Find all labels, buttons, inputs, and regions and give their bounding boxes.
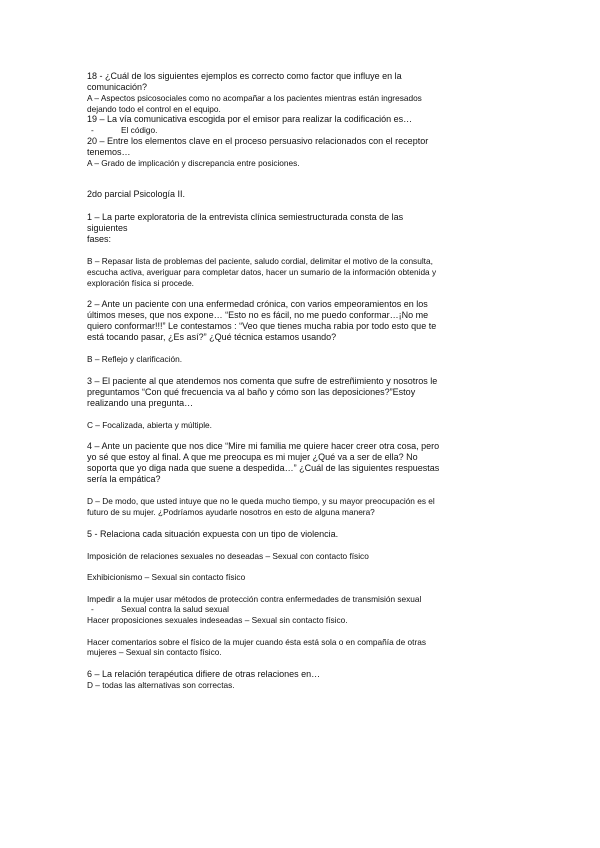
- q1-line-1: 1 – La parte exploratoria de la entrevista clínica semiestructurada consta de las: [87, 212, 404, 223]
- document-page: [87, 71, 517, 690]
- q5-pair-3-answer-text: Sexual contra la salud sexual: [121, 604, 229, 615]
- q5-pair-5-line-1: Hacer comentarios sobre el físico de la mujer cuando ésta está sola o en compañía de otras: [87, 636, 426, 647]
- answer-20: A – Grado de implicación y discrepancia entre posiciones.: [87, 157, 300, 168]
- q1-answer-line-2: escucha activa, averiguar para completar datos, hacer un sumario de la información obtenida y: [87, 266, 437, 277]
- q4-line-3: soporta que yo diga nada que suene a despedida…” ¿Cuál de las siguientes respuestas: [87, 463, 440, 474]
- answer-18-line-1: A – Aspectos psicosociales como no acompañar a los pacientes mientras están ingresados: [87, 93, 422, 103]
- q1-answer-line-3: exploración física si procede.: [87, 277, 194, 288]
- q4-answer-line-1: D – De modo, que usted intuye que no le queda mucho tiempo, y su mayor preocupación es el: [87, 496, 435, 507]
- answer-19-text: El código.: [121, 125, 158, 136]
- q4-line-4: sería la empática?: [87, 474, 161, 485]
- q5-pair-4: Hacer proposiciones sexuales indeseadas – Sexual sin contacto físico.: [87, 614, 348, 625]
- q2-line-1: 2 – Ante un paciente con una enfermedad crónica, con varios empeoramientos en los: [87, 299, 428, 310]
- q4-line-2: yo sé que estoy al final. A que me preocupa es mi mujer ¿Qué va a ser de ella? No: [87, 452, 418, 463]
- question-18-line-2: comunicación?: [87, 82, 148, 92]
- q5-pair-1: Imposición de relaciones sexuales no deseadas – Sexual con contacto físico: [87, 550, 369, 561]
- answer-19-dash: -: [91, 125, 94, 136]
- answer-18-line-2: dejando todo el control en el equipo.: [87, 103, 221, 114]
- q5-pair-3: Impedir a la mujer usar métodos de protección contra enfermedades de transmisión sexual: [87, 593, 422, 604]
- q3-answer: C – Focalizada, abierta y múltiple.: [87, 419, 212, 430]
- q2-line-3: quiero conformar!!!” Le contestamos : “Veo que tienes mucha rabia por todo esto que te: [87, 321, 437, 332]
- q5-line-1: 5 - Relaciona cada situación expuesta con un tipo de violencia.: [87, 528, 339, 539]
- q3-line-3: realizando una pregunta…: [87, 397, 194, 408]
- section-title: 2do parcial Psicología II.: [87, 189, 186, 200]
- q2-line-4: está tocando pasar, ¿Es así?” ¿Qué técnica estamos usando?: [87, 332, 337, 343]
- q6-answer: D – todas las alternativas son correctas.: [87, 679, 235, 690]
- q1-line-3: fases:: [87, 234, 112, 245]
- q2-line-2: últimos meses, que nos expone… “Esto no es fácil, no me puedo conformar…¡No me: [87, 310, 429, 321]
- q5-pair-3-answer: [87, 604, 517, 615]
- q1-answer-line-1: B – Repasar lista de problemas del paciente, saludo cordial, delimitar el motivo de la consulta,: [87, 256, 433, 267]
- q3-line-2: preguntamos “Con qué frecuencia va al baño y cómo son las deposiciones?”Estoy: [87, 386, 416, 397]
- q5-pair-2: Exhibicionismo – Sexual sin contacto físico: [87, 572, 246, 583]
- question-19: 19 – La vía comunicativa escogida por el emisor para realizar la codificación es…: [87, 114, 413, 125]
- q1-line-2: siguientes: [87, 223, 128, 234]
- question-20-line-2: tenemos…: [87, 146, 131, 157]
- q4-line-1: 4 – Ante un paciente que nos dice “Mire mi familia me quiere hacer creer otra cosa, pero: [87, 441, 440, 452]
- q4-answer-line-2: futuro de su mujer. ¿Podríamos ayudarle nosotros en esto de alguna manera?: [87, 506, 375, 517]
- question-20-line-1: 20 – Entre los elementos clave en el proceso persuasivo relacionados con el receptor: [87, 135, 429, 146]
- q6-line-1: 6 – La relación terapéutica difiere de otras relaciones en…: [87, 668, 321, 679]
- q5-pair-5-line-2: mujeres – Sexual sin contacto físico.: [87, 647, 222, 658]
- q3-line-1: 3 – El paciente al que atendemos nos comenta que sufre de estreñimiento y nosotros le: [87, 375, 438, 386]
- q5-pair-3-dash: -: [91, 604, 94, 615]
- answer-19: [87, 125, 517, 136]
- question-18-line-1: 18 - ¿Cuál de los siguientes ejemplos es correcto como factor que influye en la: [87, 71, 402, 81]
- q2-answer: B – Reflejo y clarificación.: [87, 354, 182, 365]
